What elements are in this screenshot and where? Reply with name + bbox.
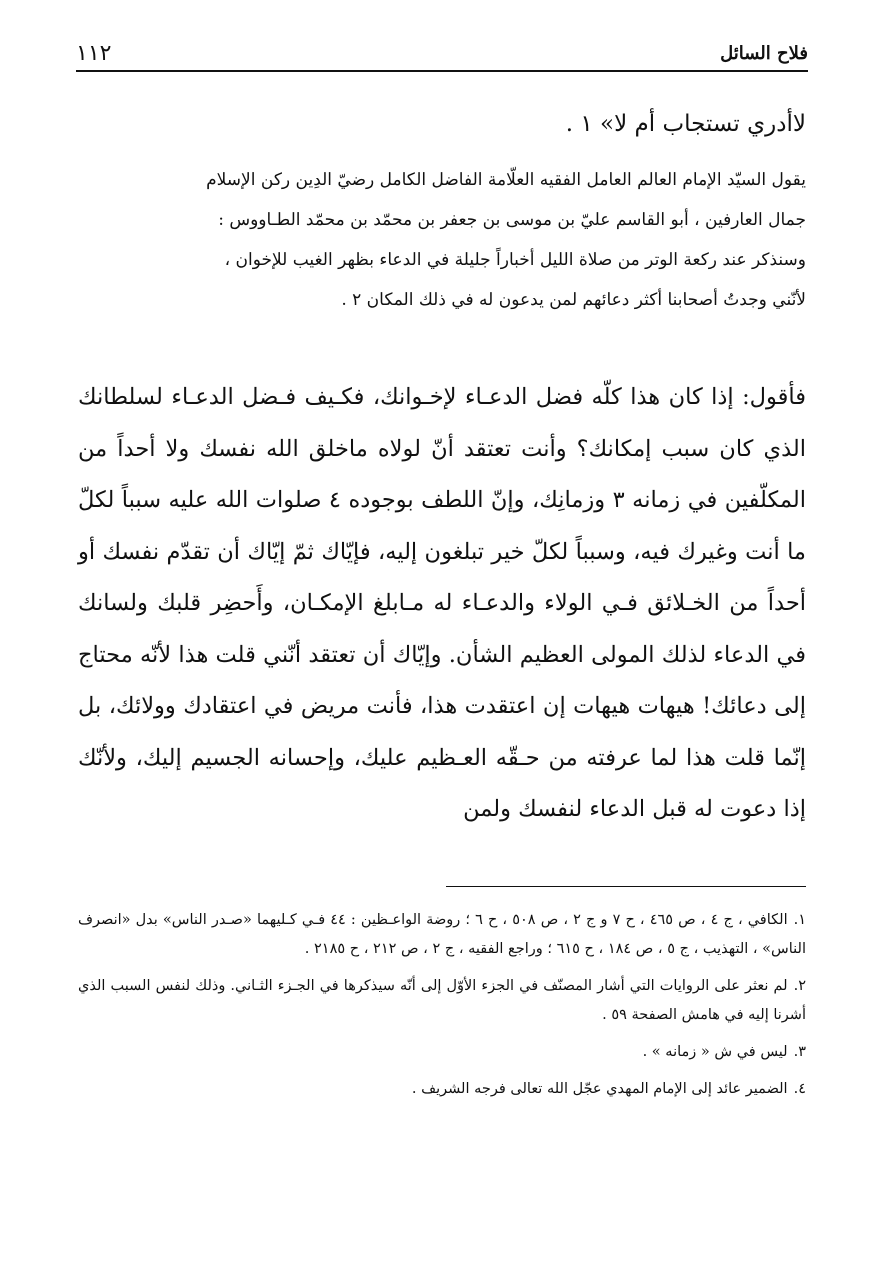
footnote-text: لم نعثر على الروايات التي أشار المصنّف في الجزء الأوّل إلى أنّه سيذكرها في الجـزء الثـاني. وذلك لنفس السبب الذي أشرنا إليه في هامش الصفحة ٥٩ . [78, 978, 806, 1023]
footnote [78, 906, 806, 964]
book-title: فلاح السائل [720, 43, 808, 64]
page-number: ١١٢ [76, 41, 112, 66]
footnote-number: ٣. [793, 1044, 806, 1060]
quoted-block [78, 160, 806, 320]
quoted-line: لأنّني وجدتُ أصحابنا أكثر دعائهم لمن يدعون له في ذلك المكان ٢ . [341, 290, 806, 310]
footnote-separator [446, 886, 806, 887]
running-header [76, 30, 808, 72]
footnote [78, 972, 806, 1030]
footnote-text: الكافي ، ج ٤ ، ص ٤٦٥ ، ح ٧ و ج ٢ ، ص ٥٠٨ ، ح ٦ ؛ روضة الواعـظين : ٤٤ فـي كـليهما «صـدر الناس» بدل «انصرف الناس» ، التهذيب ، ج ٥ ، ص ١٨٤ ، ح ٦١٥ ؛ وراجع الفقيه ، ج ٢ ، ص ٢١٢ ، ح ٢١٨٥ . [78, 912, 806, 957]
footnote [78, 1075, 806, 1104]
footnote-number: ٢. [793, 978, 806, 994]
footnote-number: ١. [793, 912, 807, 928]
footnotes-list [78, 906, 806, 1112]
lead-line: لاأدري تستجاب أم لا» ١ . [565, 111, 806, 137]
footnote-text: الضمير عائد إلى الإمام المهدي عجّل الله تعالى فرجه الشريف . [411, 1081, 788, 1097]
footnote-number: ٤. [793, 1081, 806, 1097]
footnote-text: ليس في ش « زمانه » . [642, 1044, 788, 1060]
quoted-line: وسنذكر عند ركعة الوتر من صلاة الليل أخباراً جليلة في الدعاء بظهر الغيب للإخوان ، [224, 250, 806, 270]
body-paragraph: فأقول: إذا كان هذا كلّه فضل الدعـاء لإخـوانك، فكـيف فـضل الدعـاء لسلطانك الذي كان سبب إمكانك؟ وأنت تعتقد أنّ لولاه ماخلق الله نفسك ولا أحداً من المكلّفين في زمانه ٣ وزمانِك، وإنّ اللطف بوجوده ٤ صلوات الله عليه سبباً لكلّ ما أنت وغيرك فيه، وسبباً لكلّ خير تبلغون إليه، فإيّاك ثمّ إيّاك أن تقدّم نفسك أو أحداً من الخـلائق فـي الولاء والدعـاء له مـابلغ الإمكـان، وأَحضِر قلبك ولسانك في الدعاء لذلك المولى العظيم الشأن. وإيّاك أن تعتقد أنّني قلت هذا لأنّه محتاج إلى دعائك! هيهات هيهات إن اعتقدت هذا، فأنت مريض في اعتقادك وولائك، بل إنّما قلت هذا لما عرفته من حـقّه العـظيم عليك، وإحسانه الجسيم إليك، ولأنّك إذا دعوت له قبل الدعاء لنفسك ولمن [78, 384, 806, 822]
footnote [78, 1038, 806, 1067]
quoted-line: يقول السيّد الإمام العالم العامل الفقيه العلّامة الفاضل الكامل رضيّ الدِين ركن الإسلام [206, 170, 806, 190]
quoted-line: جمال العارفين ، أبو القاسم عليّ بن موسى بن جعفر بن محمّد بن محمّد الطـاووس : [218, 210, 806, 230]
